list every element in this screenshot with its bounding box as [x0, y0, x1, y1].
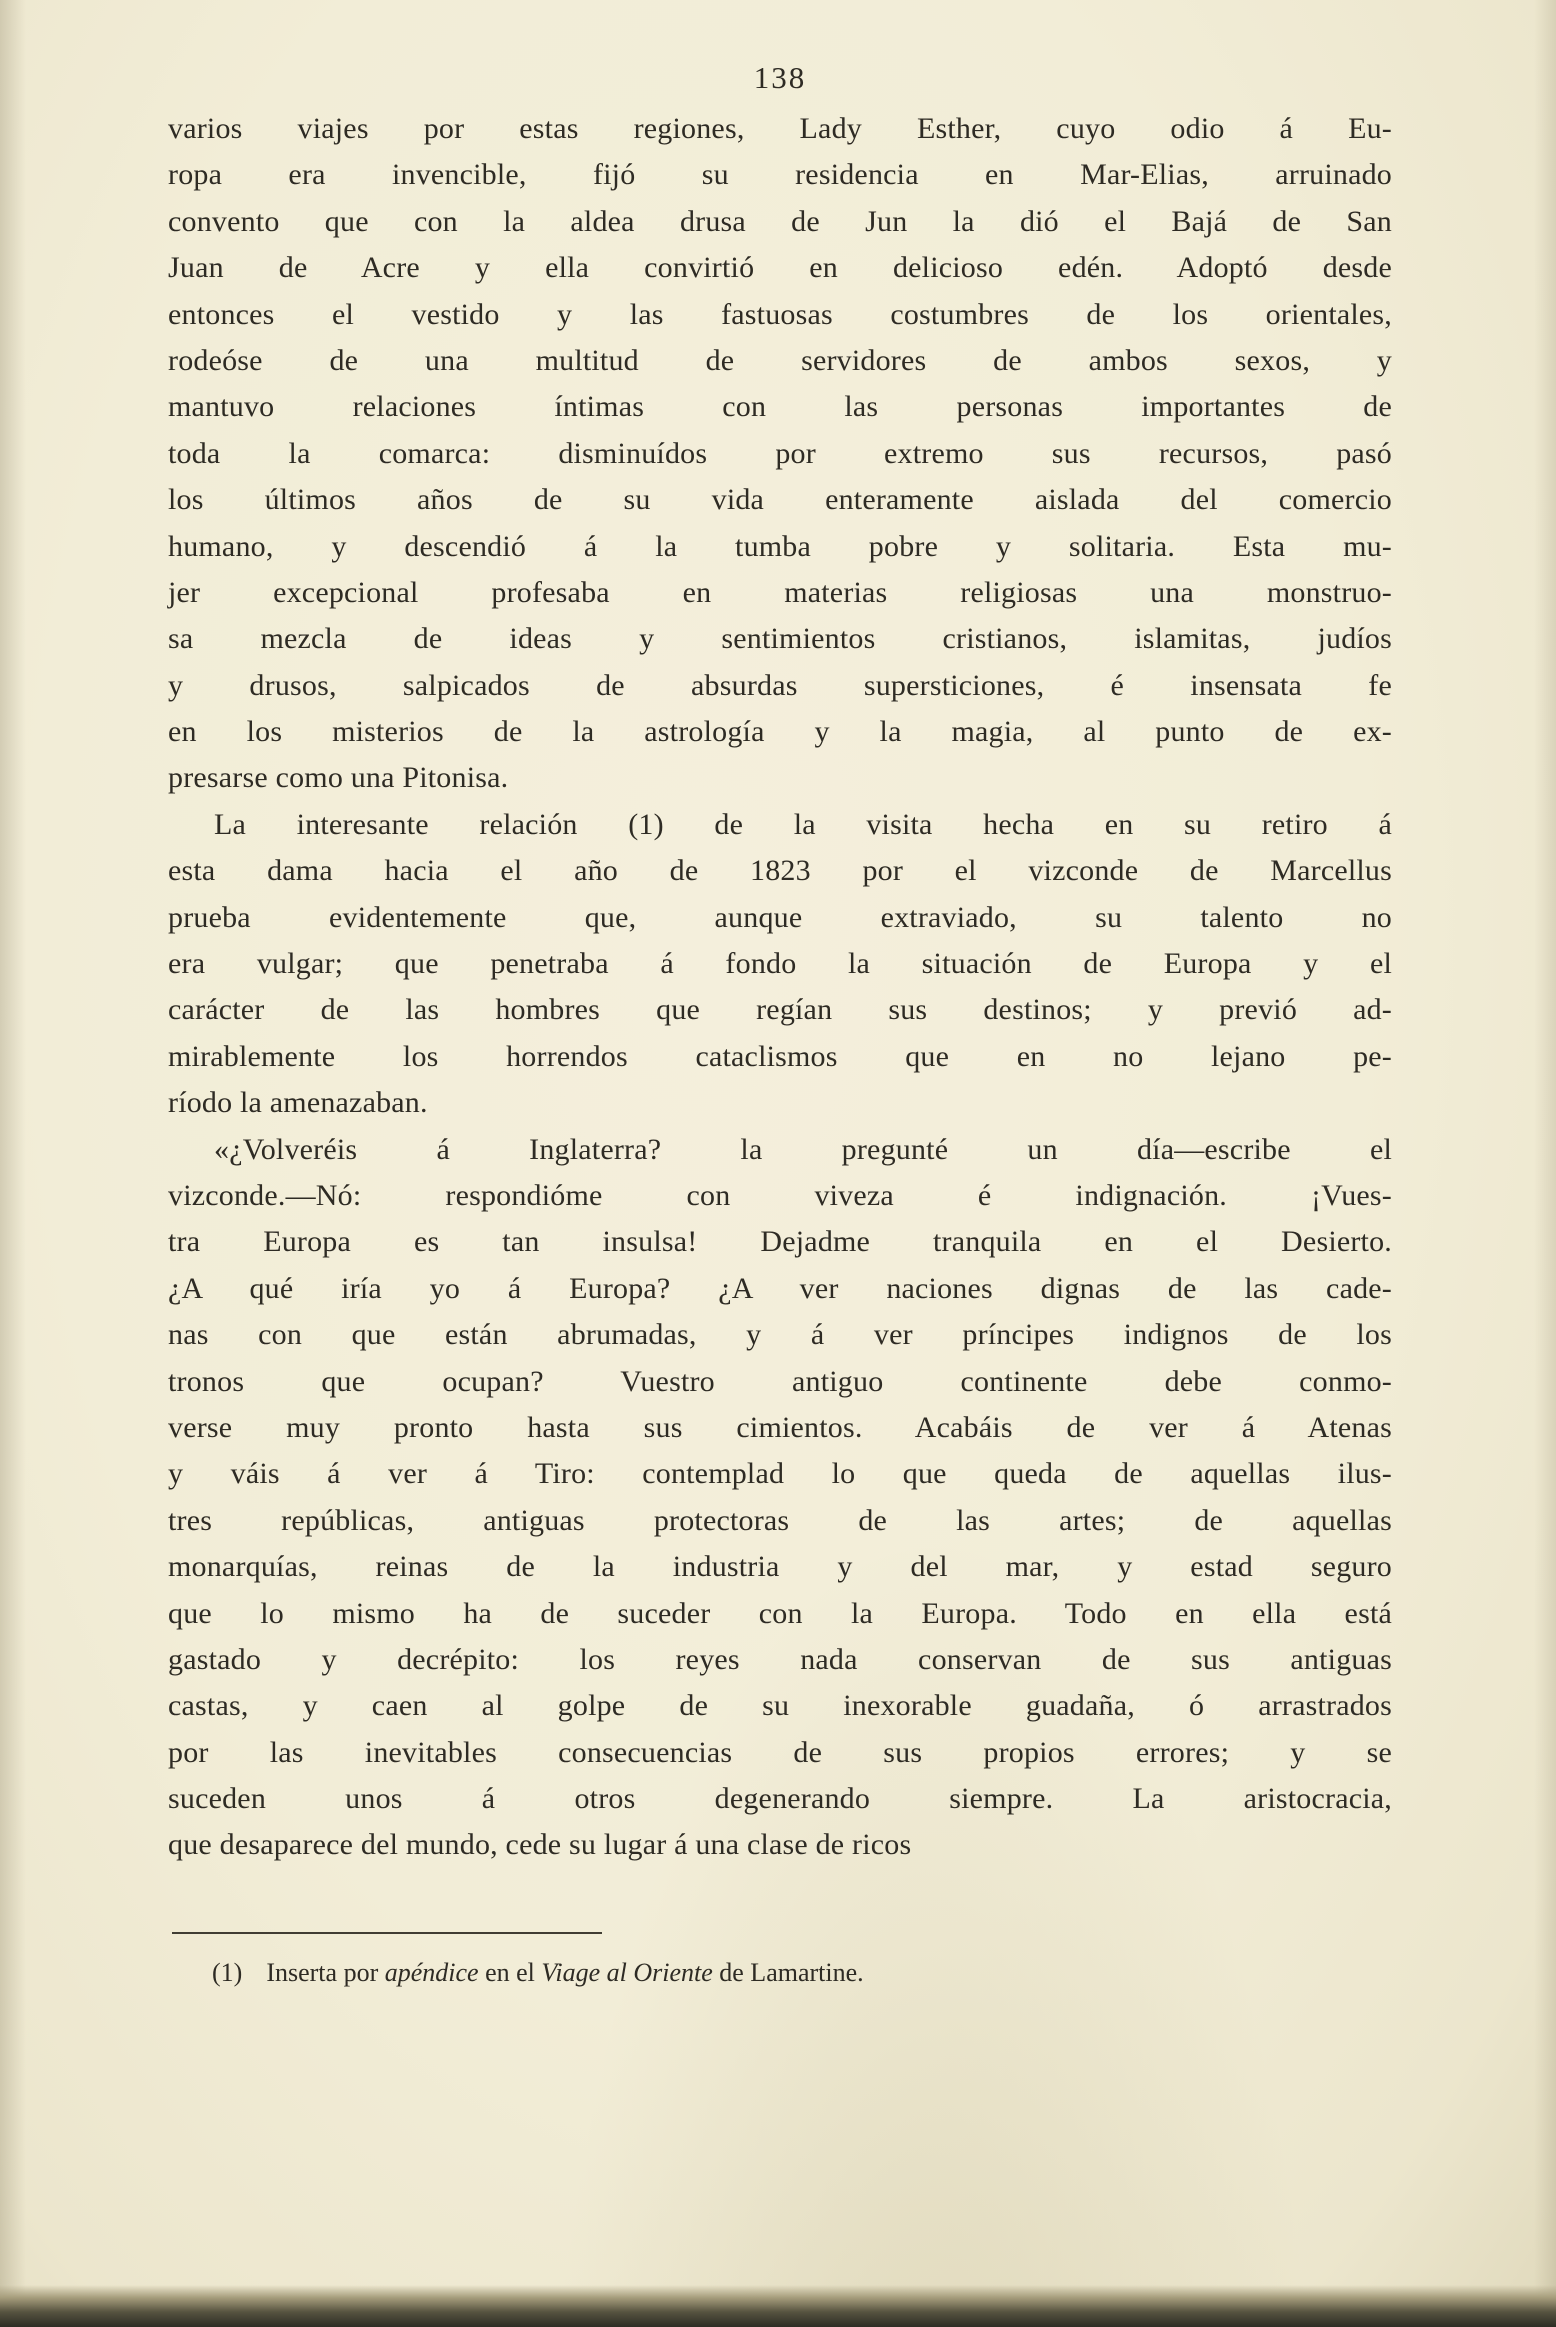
paragraph: [168, 106, 1392, 802]
text-line: mirablemente los horrendos cataclismos que en no lejano pe-: [168, 1039, 1392, 1073]
text-line: La interesante relación (1) de la visita hecha en su retiro á: [214, 807, 1392, 841]
text-line: gastado y decrépito: los reyes nada conservan de sus antiguas: [168, 1642, 1392, 1676]
text-line: toda la comarca: disminuídos por extremo sus recursos, pasó: [168, 436, 1392, 470]
text-line: ríodo la amenazaban.: [168, 1086, 428, 1120]
text-line: que desaparece del mundo, cede su lugar á una clase de ricos: [168, 1828, 912, 1862]
text-line: «¿Volveréis á Inglaterra? la pregunté un día—escribe el: [214, 1132, 1392, 1166]
text-line: tra Europa es tan insulsa! Dejadme tranquila en el Desierto.: [168, 1225, 1392, 1259]
footnote-text: [266, 1958, 863, 1987]
paragraph: [168, 802, 1392, 1127]
text-line: tronos que ocupan? Vuestro antiguo continente debe conmo-: [168, 1364, 1392, 1398]
text-line: monarquías, reinas de la industria y del mar, y estad seguro: [168, 1550, 1392, 1584]
text-block: [168, 106, 1392, 1869]
text-line: en los misterios de la astrología y la magia, al punto de ex-: [168, 715, 1392, 749]
text-line: nas con que están abrumadas, y á ver príncipes indignos de los: [168, 1318, 1392, 1352]
text-line: que lo mismo ha de suceder con la Europa. Todo en ella está: [168, 1596, 1392, 1630]
text-line: entonces el vestido y las fastuosas costumbres de los orientales,: [168, 297, 1392, 331]
text-line: rodeóse de una multitud de servidores de ambos sexos, y: [168, 343, 1392, 377]
footnote-italic-text: Viage al Oriente: [541, 1958, 713, 1987]
scan-edge-left: [0, 0, 26, 2327]
footnote-plain-text: Inserta por: [266, 1958, 385, 1987]
text-line: y drusos, salpicados de absurdas supersticiones, é insensata fe: [168, 668, 1392, 702]
footnote-italic-text: apéndice: [384, 1958, 479, 1987]
text-line: sa mezcla de ideas y sentimientos cristianos, islamitas, judíos: [168, 622, 1392, 656]
page-number: 138: [753, 60, 807, 95]
footnote-plain-text: de Lamartine.: [712, 1958, 864, 1987]
text-line: era vulgar; que penetraba á fondo la situación de Europa y el: [168, 947, 1392, 981]
text-line: ¿A qué iría yo á Europa? ¿A ver naciones dignas de las cade-: [168, 1271, 1392, 1305]
footnote-plain-text: en el: [478, 1958, 542, 1987]
footnote-marker: (1): [212, 1958, 243, 1987]
scan-edge-bottom: [0, 2285, 1556, 2327]
text-line: tres repúblicas, antiguas protectoras de las artes; de aquellas: [168, 1503, 1392, 1537]
text-line: ropa era invencible, fijó su residencia en Mar-Elias, arruinado: [168, 158, 1392, 192]
footnote: [212, 1956, 1392, 1990]
text-line: los últimos años de su vida enteramente aislada del comercio: [168, 483, 1392, 517]
text-line: mantuvo relaciones íntimas con las personas importantes de: [168, 390, 1392, 424]
text-line: suceden unos á otros degenerando siempre. La aristocracia,: [168, 1782, 1392, 1816]
text-line: jer excepcional profesaba en materias religiosas una monstruo-: [168, 575, 1392, 609]
paragraph: [168, 1127, 1392, 1869]
text-line: humano, y descendió á la tumba pobre y solitaria. Esta mu-: [168, 529, 1392, 563]
text-line: convento que con la aldea drusa de Jun la dió el Bajá de San: [168, 204, 1392, 238]
footnote-divider: [172, 1932, 602, 1934]
text-line: por las inevitables consecuencias de sus propios errores; y se: [168, 1735, 1392, 1769]
text-line: prueba evidentemente que, aunque extraviado, su talento no: [168, 900, 1392, 934]
text-line: carácter de las hombres que regían sus destinos; y previó ad-: [168, 993, 1392, 1027]
scan-edge-right: [1534, 0, 1556, 2327]
text-line: varios viajes por estas regiones, Lady Esther, cuyo odio á Eu-: [168, 112, 1392, 145]
text-line: vizconde.—Nó: respondióme con viveza é indignación. ¡Vues-: [168, 1178, 1392, 1212]
text-line: castas, y caen al golpe de su inexorable guadaña, ó arrastrados: [168, 1689, 1392, 1723]
text-line: presarse como una Pitonisa.: [168, 761, 509, 795]
text-line: verse muy pronto hasta sus cimientos. Acabáis de ver á Atenas: [168, 1410, 1392, 1444]
text-line: y váis á ver á Tiro: contemplad lo que queda de aquellas ilus-: [168, 1457, 1392, 1491]
text-line: Juan de Acre y ella convirtió en delicioso edén. Adoptó desde: [168, 251, 1392, 285]
text-line: esta dama hacia el año de 1823 por el vizconde de Marcellus: [168, 854, 1392, 888]
